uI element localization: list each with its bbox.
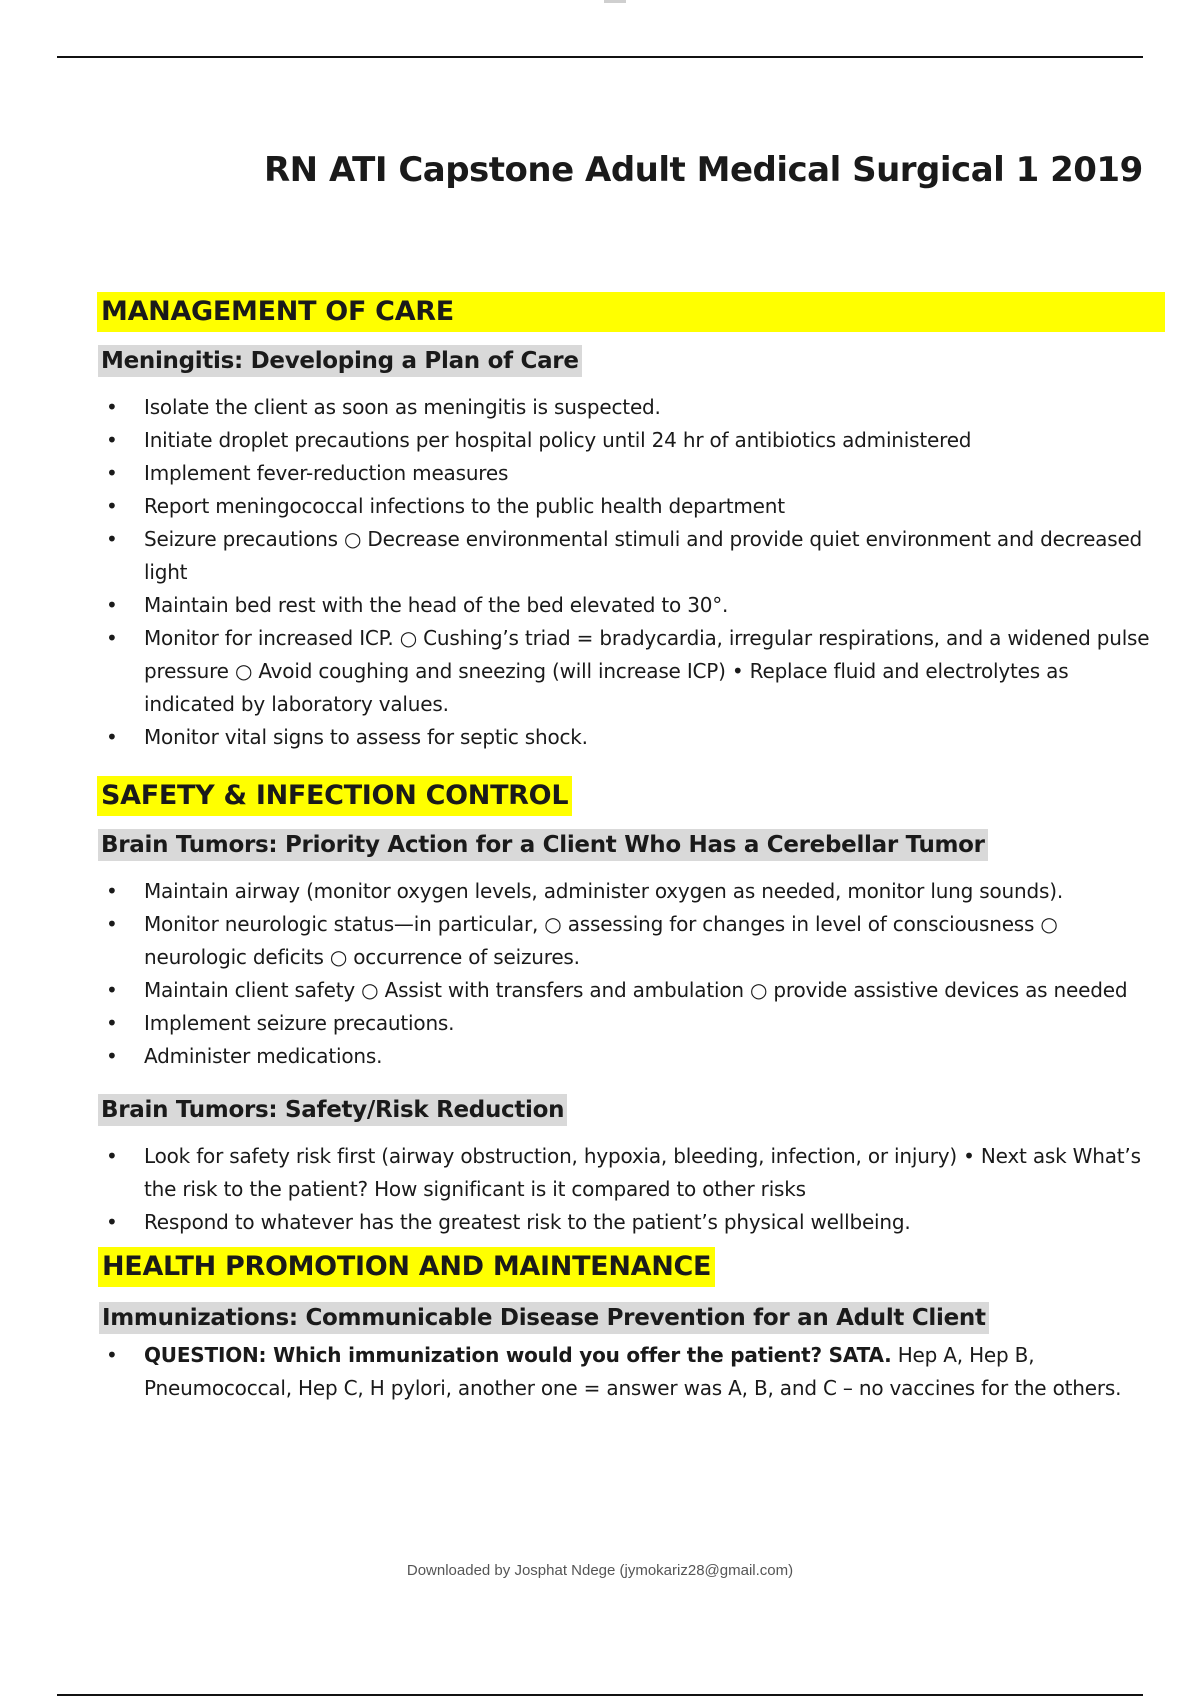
section-heading-safety-infection-control: SAFETY & INFECTION CONTROL xyxy=(97,776,572,816)
immunization-list xyxy=(102,1339,1162,1405)
cerebellar-tumor-list xyxy=(102,875,1162,1073)
list-item: • Administer medications. xyxy=(102,1040,1162,1073)
subheading-cerebellar-tumor: Brain Tumors: Priority Action for a Client Who Has a Cerebellar Tumor xyxy=(98,829,988,861)
list-item: • Maintain client safety ○ Assist with transfers and ambulation ○ provide assistive devices as needed xyxy=(102,974,1162,1007)
list-item: • Maintain airway (monitor oxygen levels, administer oxygen as needed, monitor lung sounds). xyxy=(102,875,1162,908)
list-item: • Monitor neurologic status—in particular, ○ assessing for changes in level of consciousness ○ neurologic deficits ○ occurrence of seizures. xyxy=(102,908,1162,974)
subheading-safety-risk-reduction: Brain Tumors: Safety/Risk Reduction xyxy=(98,1094,567,1126)
list-item: • Monitor for increased ICP. ○ Cushing’s triad = bradycardia, irregular respirations, and a widened pulse pressure ○ Avoid coughing and sneezing (will increase ICP) • Replace fluid and electrolytes as indicated by laboratory values. xyxy=(102,622,1162,721)
bottom-rule xyxy=(57,1694,1143,1696)
section-heading-management-of-care: MANAGEMENT OF CARE xyxy=(97,292,1165,332)
list-item: • Seizure precautions ○ Decrease environmental stimuli and provide quiet environment and decreased light xyxy=(102,523,1162,589)
list-item: • Implement fever-reduction measures xyxy=(102,457,1162,490)
risk-reduction-list xyxy=(102,1140,1162,1239)
list-item: • Look for safety risk first (airway obstruction, hypoxia, bleeding, infection, or injury) • Next ask What’s the risk to the patient? How significant is it compared to other risks xyxy=(102,1140,1162,1206)
download-footer: Downloaded by Josphat Ndege (jymokariz28@gmail.com) xyxy=(406,1562,794,1579)
list-item: • Respond to whatever has the greatest risk to the patient’s physical wellbeing. xyxy=(102,1206,1162,1239)
subheading-immunizations: Immunizations: Communicable Disease Prevention for an Adult Client xyxy=(99,1302,989,1334)
document-title: RN ATI Capstone Adult Medical Surgical 1 2019 xyxy=(264,150,1143,190)
top-edge-mark xyxy=(604,0,626,3)
question-label: QUESTION: Which immunization would you offer the patient? SATA. xyxy=(144,1343,892,1367)
list-item: • Isolate the client as soon as meningitis is suspected. xyxy=(102,391,1162,424)
section-heading-health-promotion: HEALTH PROMOTION AND MAINTENANCE xyxy=(98,1247,715,1287)
list-item xyxy=(102,1339,1162,1405)
list-item: • Maintain bed rest with the head of the bed elevated to 30°. xyxy=(102,589,1162,622)
top-rule xyxy=(57,56,1143,58)
list-item: • Initiate droplet precautions per hospital policy until 24 hr of antibiotics administered xyxy=(102,424,1162,457)
question-text: Hep A, Hep B, Pneumococcal, Hep C, H pylori, another one = answer was A, B, and C – no vaccines for the others. xyxy=(144,1343,1122,1400)
list-item: • Implement seizure precautions. xyxy=(102,1007,1162,1040)
subheading-meningitis: Meningitis: Developing a Plan of Care xyxy=(98,345,582,377)
meningitis-care-list xyxy=(102,391,1162,754)
list-item: • Report meningococcal infections to the public health department xyxy=(102,490,1162,523)
list-item: • Monitor vital signs to assess for septic shock. xyxy=(102,721,1162,754)
